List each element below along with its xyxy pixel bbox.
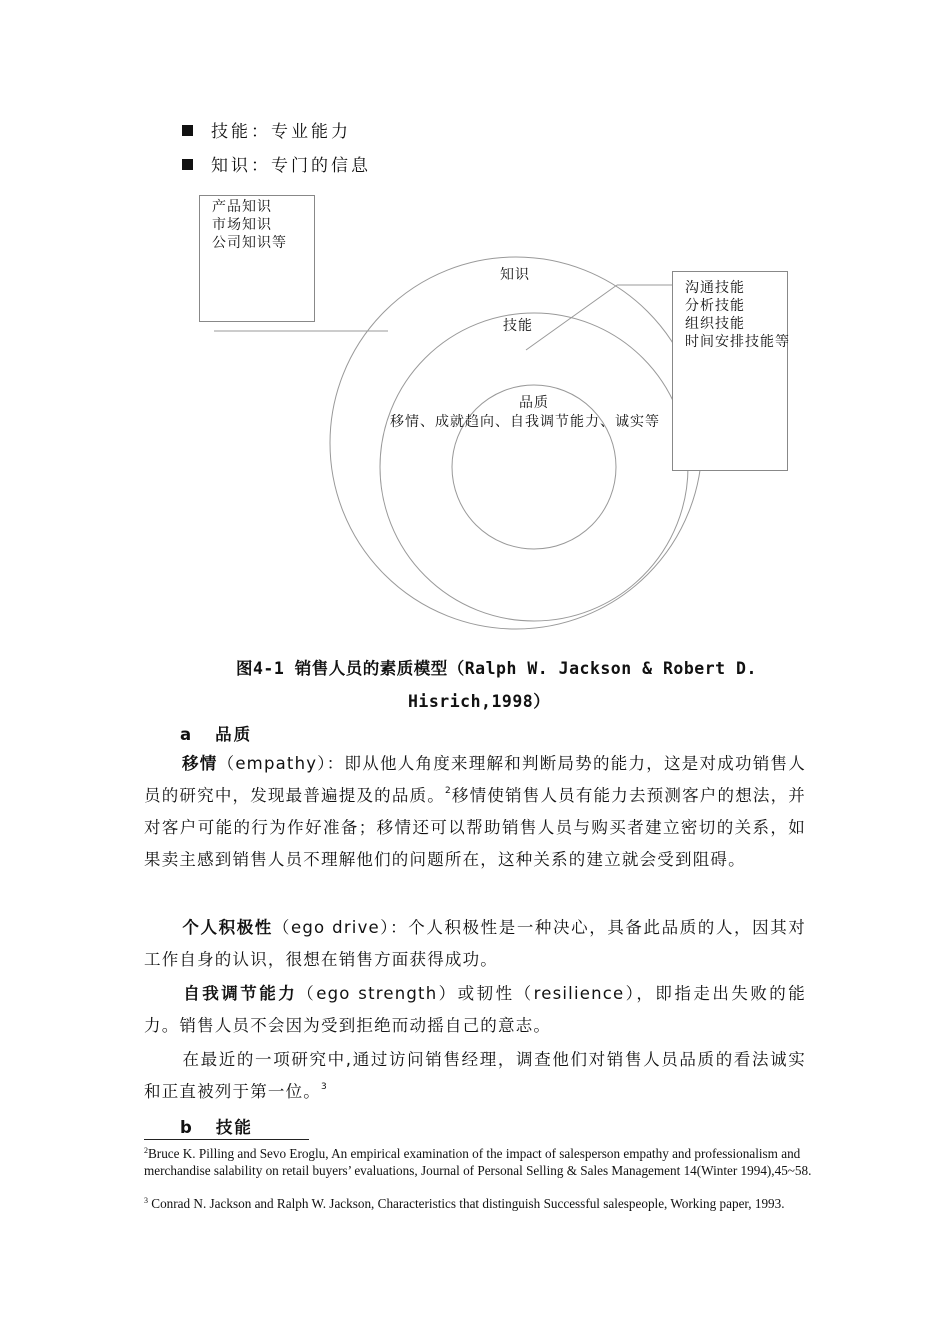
footnote-number: 2 [144,1146,148,1155]
skill-connector-line-diagonal [526,285,617,350]
knowledge-item: 公司知识等 [212,235,287,251]
paragraph-ego-strength [144,978,806,1042]
competency-model-diagram [0,0,950,640]
skill-item: 分析技能 [685,298,745,314]
footnote-text: Bruce K. Pilling and Sevo Eroglu, An empirical examination of the impact of salesperson empathy and professionalism and merchandise salability on retail buyers’ evaluations, Journal of Personal Selling & Sales Management 14(Winter 1994),45~58. [144,1146,812,1178]
skill-item: 沟通技能 [685,280,745,296]
section-heading-a [180,721,252,745]
paragraph-text: （empathy）：即从他人角度来理解和判断局势的能力，这是对成功销售人员的研究中，发现最普遍提及的品质。 [144,754,806,805]
bullet-text: 知识：专门的信息 [211,156,371,176]
section-title: 品质 [215,725,253,744]
footnote-text: Conrad N. Jackson and Ralph W. Jackson, Characteristics that distinguish Successful salespeople, Working paper, 1993. [148,1196,785,1211]
skills-box [672,271,788,471]
paragraph-text: （ego drive）：个人积极性是一种决心，具备此品质的人，因其对工作自身的认识，很想在销售方面获得成功。 [144,918,806,969]
paragraph-text: 在最近的一项研究中,通过访问销售经理，调查他们对销售人员品质的看法诚实和正直被列于第一位。 [144,1050,806,1101]
knowledge-box [199,195,315,322]
bullet-text: 技能：专业能力 [211,122,351,142]
paragraph-ego-drive [144,912,806,976]
section-label: a [180,725,194,744]
quality-core-items: 移情、成就趋向、自我调节能力、诚实等 [390,414,660,430]
footnote-number: 3 [144,1196,148,1205]
footnote-2 [144,1146,814,1179]
section-title: 技能 [215,1118,253,1137]
paragraph-text: （ego strength）或韧性（resilience），即指走出失败的能力。销售人员不会因为受到拒绝而动摇自己的意志。 [144,984,806,1035]
footnote-3 [144,1196,814,1213]
quality-core-title: 品质 [519,395,549,411]
figure-caption-line1: 图4-1 销售人员的素质模型（Ralph W. Jackson & Robert D. [236,659,757,678]
term-ego-drive: 个人积极性 [182,918,273,937]
skill-ring [380,313,688,621]
paragraph-research [144,1044,806,1108]
paragraph-empathy [144,748,806,876]
knowledge-item: 产品知识 [212,199,272,215]
footnote-ref: 3 [321,1082,328,1092]
knowledge-ring-label: 知识 [500,267,530,283]
footnote-separator [144,1139,309,1140]
skill-item: 组织技能 [685,316,745,332]
term-empathy: 移情 [182,754,218,773]
skill-item: 时间安排技能等 [685,334,790,350]
skill-ring-label: 技能 [503,318,533,334]
section-label: b [180,1118,194,1137]
footnote-ref: 2 [444,786,452,796]
figure-caption-line2: Hisrich,1998） [408,692,551,711]
knowledge-item: 市场知识 [212,217,272,233]
term-ego-strength: 自我调节能力 [182,984,298,1003]
section-heading-b [180,1114,253,1138]
paragraph-text: 移情使销售人员有能力去预测客户的想法，并对客户可能的行为作好准备；移情还可以帮助销售人员与购买者建立密切的关系，如果卖主感到销售人员不理解他们的问题所在，这种关系的建立就会受到阻碍。 [144,786,807,869]
